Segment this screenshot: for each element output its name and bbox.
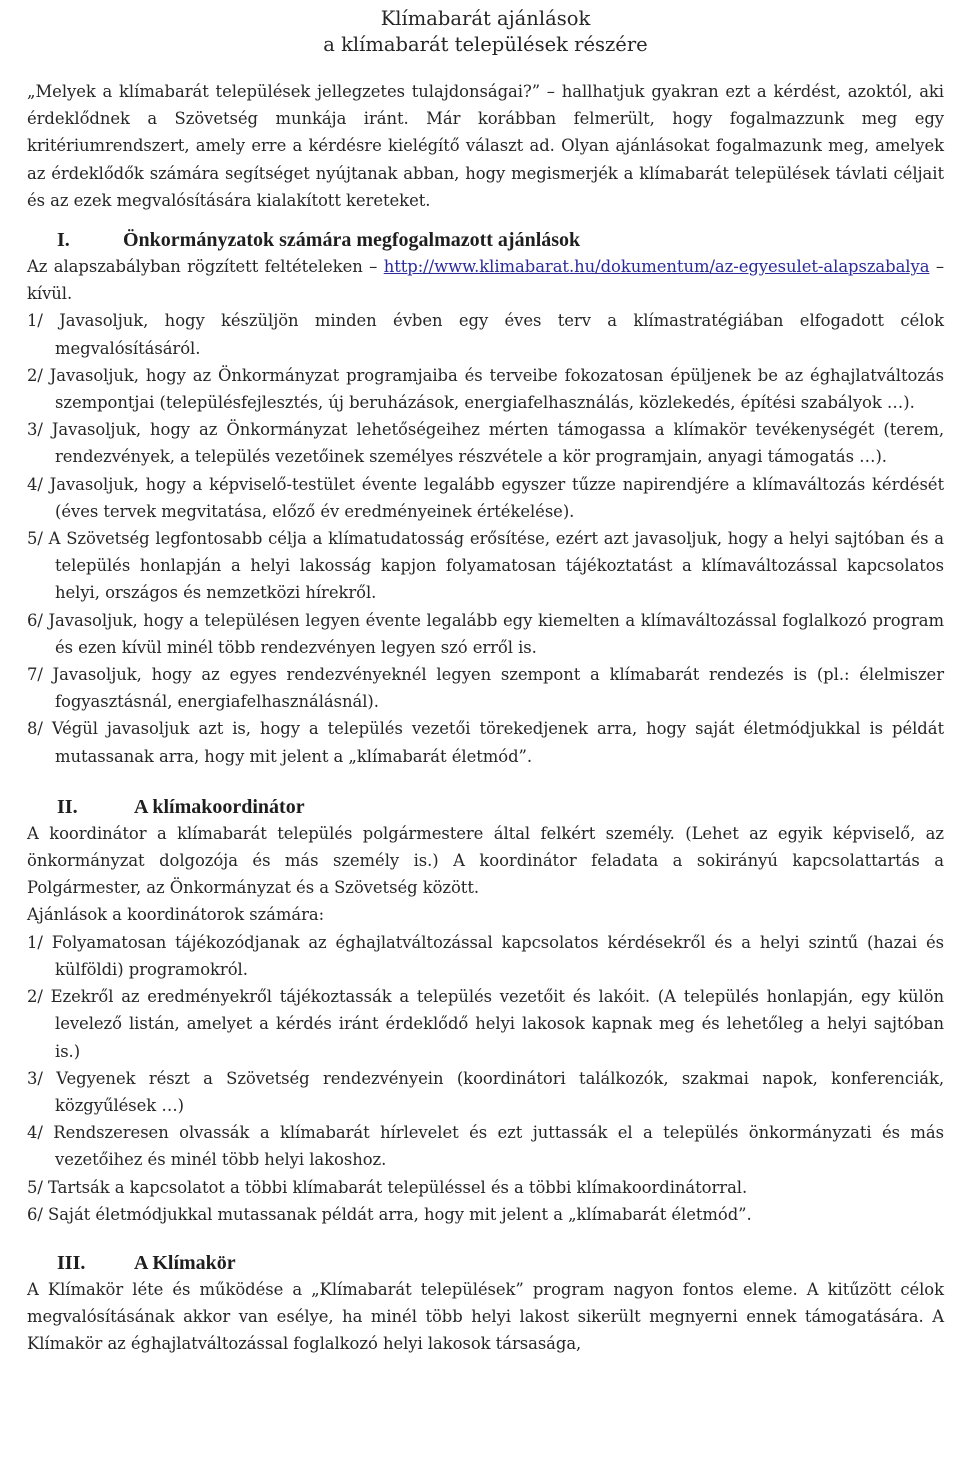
section-3-heading [35, 1250, 944, 1276]
section-2-heading [35, 794, 944, 820]
section-2-item: 4/ Rendszeresen olvassák a klímabarát hírlevelet és ezt juttassák el a település önkormányzati és más vezetőihez és minél több helyi lakoshoz. [27, 1123, 944, 1170]
section-2-lead: A koordinátor a klímabarát település polgármestere által felkért személy. (Lehet az egyik képviselő, az önkormányzat dolgozója és más személy is.) A koordinátor feladata a sokirányú kapcsolattartás a Polgármester, az Önkormányzat és a Szövetség között. [27, 823, 944, 898]
section-2-item: 6/ Saját életmódjukkal mutassanak példát arra, hogy mit jelent a „klímabarát életmód”. [27, 1204, 752, 1224]
section-3-lead: A Klímakör léte és működése a „Klímabarát települések” program nagyon fontos eleme. A kitűzött célok megvalósításának akkor van esélye, ha minél több helyi lakost sikerült megnyerni ennek támogatására. A Klímakör az éghajlatváltozással foglalkozó helyi lakosok társasága, [27, 1279, 944, 1354]
section-2-number: II. [57, 795, 78, 818]
section-2-item: 2/ Ezekről az eredményekről tájékoztassák a település vezetőit és lakóit. (A település honlapján, egy külön levelező listán, amelyet a kérdés iránt érdeklődő helyi lakosok kapnak meg és lehetőleg a helyi sajtóban is.) [27, 987, 944, 1061]
section-1-item: 5/ A Szövetség legfontosabb célja a klímatudatosság erősítése, ezért azt javasoljuk, hogy a helyi sajtóban és a település honlapján a helyi lakosság kapjon folyamatosan tájékoztatást a klímaváltozással kapcsolatos helyi, országos és nemzetközi hírekről. [27, 529, 944, 603]
section-3-number: III. [57, 1251, 86, 1274]
document-page [27, 6, 944, 1358]
section-1-number: I. [57, 229, 70, 252]
section-2-title: A klímakoordinátor [134, 795, 305, 818]
section-2-item: 1/ Folyamatosan tájékozódjanak az éghajlatváltozással kapcsolatos kérdésekről és a helyi szintű (hazai és külföldi) programokról. [27, 932, 944, 979]
section-1-title: Önkormányzatok számára megfogalmazott ajánlások [123, 229, 581, 252]
section-1-item: 4/ Javasoljuk, hogy a képviselő-testület évente legalább egyszer tűzze napirendjére a klímaváltozás kérdését (éves tervek megvitatása, előző év eredményeinek értékelése). [27, 474, 944, 521]
title-line-2: a klímabarát települések részére [323, 33, 648, 56]
section-1-lead-after: – kívül. [27, 257, 944, 304]
section-1-item: 3/ Javasoljuk, hogy az Önkormányzat lehetőségeihez mérten támogassa a klímakör tevékenységét (terem, rendezvények, a település vezetőinek személyes részvétele a kör programjain, anyagi támogatás …). [27, 420, 944, 467]
section-1-item: 2/ Javasoljuk, hogy az Önkormányzat programjaiba és terveibe fokozatosan épüljenek be az éghajlatváltozás szempontjai (településfejlesztés, új beruházások, energiafelhasználás, közlekedés, építési szabályok …). [27, 365, 944, 413]
statute-link[interactable]: http://www.klimabarat.hu/dokumentum/az-egyesulet-alapszabalya [383, 257, 930, 277]
section-2-item: 5/ Tartsák a kapcsolatot a többi klímabarát településsel és a többi klímakoordinátorral. [27, 1177, 748, 1197]
section-1-lead-before: Az alapszabályban rögzített feltételeken – [27, 257, 378, 277]
section-2-subheading: Ajánlások a koordinátorok számára: [27, 905, 325, 925]
section-1-item: 6/ Javasoljuk, hogy a településen legyen évente legalább egy kiemelten a klímaváltozással foglalkozó program és ezen kívül minél több rendezvényen legyen szó erről is. [27, 610, 944, 657]
section-1-item: 1/ Javasoljuk, hogy készüljön minden évben egy éves terv a klímastratégiában elfogadott célok megvalósításáról. [27, 311, 944, 358]
title-line-1: Klímabarát ajánlások [380, 7, 591, 30]
document-title [27, 6, 944, 58]
section-2-item: 3/ Vegyenek részt a Szövetség rendezvényein (koordinátori találkozók, szakmai napok, konferenciák, közgyűlések …) [27, 1068, 944, 1115]
section-1-lead [27, 253, 944, 307]
intro-paragraph: „Melyek a klímabarát települések jellegzetes tulajdonságai?” – hallhatjuk gyakran ezt a kérdést, azoktól, aki érdeklődnek a Szövetség munkája iránt. Már korábban felmerült, hogy fogalmazzunk meg egy kritériumrendszert, amely erre a kérdésre kielégítő választ ad. Olyan ajánlásokat fogalmazunk meg, amelyek az érdeklődők számára segítséget nyújtanak abban, hogy megismerjék a klímabarát települések távlati céljait és az ezek megvalósítására kialakított kereteket. [27, 82, 944, 210]
section-3-title: A Klímakör [134, 1251, 236, 1274]
section-1-item: 7/ Javasoljuk, hogy az egyes rendezvényeknél legyen szempont a klímabarát rendezés is (pl.: élelmiszer fogyasztásnál, energiafelhasználásnál). [27, 665, 944, 712]
section-1-heading [35, 227, 944, 253]
section-1-item: 8/ Végül javasoljuk azt is, hogy a település vezetői törekedjenek arra, hogy saját életmódjukkal is példát mutassanak arra, hogy mit jelent a „klímabarát életmód”. [27, 719, 944, 766]
